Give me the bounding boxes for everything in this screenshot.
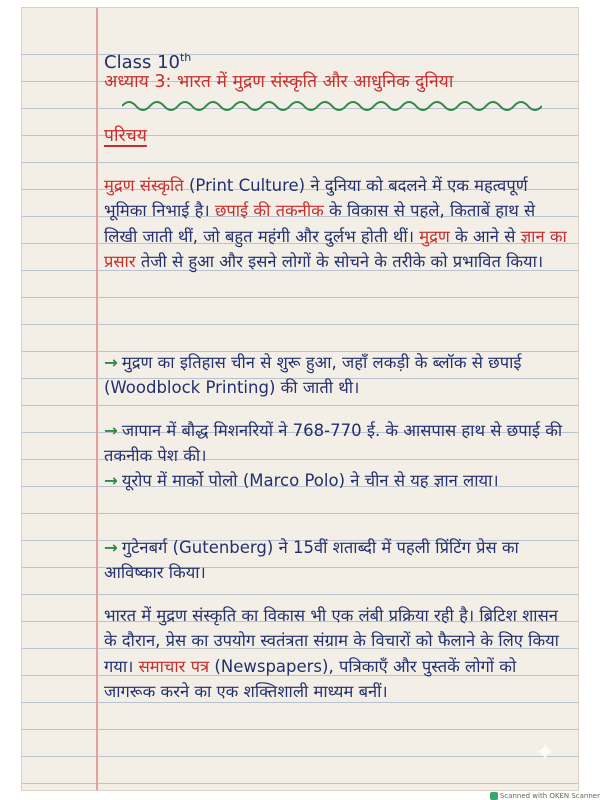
term-newspapers: समाचार पत्र [138, 656, 210, 676]
arrow-icon: → [104, 421, 118, 440]
chapter-title: अध्याय 3: भारत में मुद्रण संस्कृति और आधुनिक दुनिया [104, 72, 454, 92]
arrow-icon: → [104, 538, 118, 557]
class-superscript: th [179, 51, 192, 64]
scanner-text: Scanned with OKEN Scanner [499, 792, 600, 800]
arrow-icon: → [104, 471, 118, 490]
bullet-item [104, 418, 569, 469]
intro-text-3: के आने से [449, 226, 521, 246]
intro-text-4: तेजी से हुआ और इसने लोगों के सोचने के तरीके को प्रभावित किया। [135, 251, 544, 271]
scanner-watermark [490, 792, 600, 800]
bullet-text: जापान में बौद्ध मिशनरियों ने 768-770 ई. के आसपास हाथ से छपाई की तकनीक पेश की। [104, 421, 563, 466]
wavy-underline [122, 98, 542, 114]
term-printing-technique: छपाई की तकनीक [214, 201, 324, 221]
arrow-icon: → [104, 353, 118, 372]
term-print-culture: मुद्रण संस्कृति [104, 176, 184, 195]
intro-paragraph [104, 173, 569, 274]
scanner-logo-icon [490, 792, 498, 800]
class-text: Class 10 [104, 52, 180, 73]
term-knowledge-spread: ज्ञान का प्रसार [104, 226, 567, 271]
closing-text-1: भारत में मुद्रण संस्कृति का विकास भी एक लंबी प्रक्रिया रही है। ब्रिटिश शासन के दौरान, प्रेस का उपयोग स्वतंत्रता संग्राम के विचारों को फैलाने के लिए किया गया। [104, 606, 559, 676]
term-printing: मुद्रण [419, 226, 450, 246]
closing-text-2: (Newspapers), पत्रिकाएँ और पुस्तकें लोगों को जागरूक करने का एक शक्तिशाली माध्यम बनीं। [104, 656, 517, 701]
notebook-page [22, 8, 578, 790]
bullet-item [104, 535, 569, 586]
intro-text-2: के विकास से पहले, किताबें हाथ से लिखी जाती थीं, जो बहुत महंगी और दुर्लभ होती थीं। [104, 201, 536, 246]
margin-line [96, 8, 98, 790]
intro-text-1: (Print Culture) ने दुनिया को बदलने में एक महत्वपूर्ण भूमिका निभाई है। [104, 176, 528, 221]
sparkle-icon: ✦ [534, 738, 556, 768]
bullet-text: गुटेनबर्ग (Gutenberg) ने 15वीं शताब्दी में पहली प्रिंटिंग प्रेस का आविष्कार किया। [104, 538, 519, 583]
bullet-text: यूरोप में मार्को पोलो (Marco Polo) ने चीन से यह ज्ञान लाया। [121, 471, 499, 490]
class-label [104, 48, 569, 73]
bullet-item [104, 468, 569, 493]
bullet-item [104, 350, 569, 401]
bullet-text: मुद्रण का इतिहास चीन से शुरू हुआ, जहाँ लकड़ी के ब्लॉक से छपाई (Woodblock Printing) की जाती थी। [104, 353, 522, 398]
section-heading: परिचय [104, 126, 147, 146]
closing-paragraph [104, 603, 569, 704]
